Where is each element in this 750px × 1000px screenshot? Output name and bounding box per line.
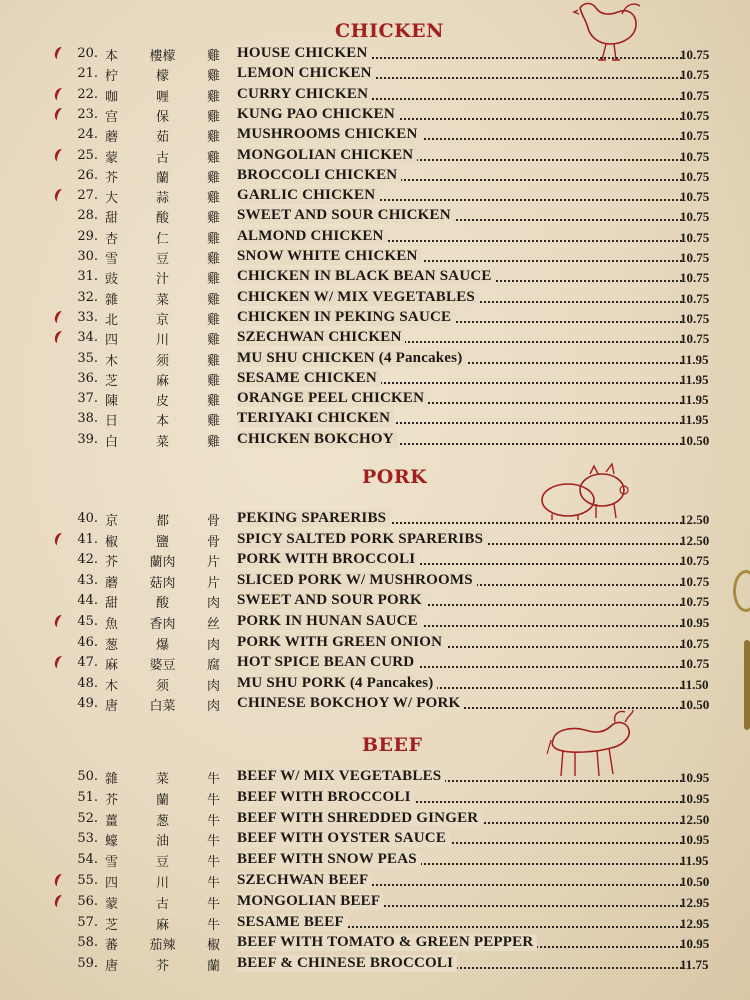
menu-item-row: [0, 146, 750, 166]
chinese-char-group: 雞: [207, 292, 221, 308]
menu-item-row: [0, 850, 750, 870]
chinese-char-group: 牛: [207, 917, 221, 933]
menu-item-row: [0, 64, 750, 84]
chinese-char-group: 蒙: [105, 896, 119, 912]
item-price: 10.75: [680, 67, 710, 83]
chinese-char-group: 菜: [155, 434, 169, 450]
binder-rod: [744, 640, 750, 730]
menu-item-row: [0, 892, 750, 912]
chinese-char-group: 骨: [207, 514, 221, 529]
menu-item-row: [0, 788, 750, 808]
chinese-char-group: 陳: [105, 394, 119, 410]
item-price: 10.95: [680, 615, 710, 630]
chinese-char-group: 肉: [207, 596, 221, 612]
chinese-char-group: 酸: [155, 211, 169, 227]
chinese-char-group: 雜: [105, 292, 119, 308]
item-number: 25.: [77, 147, 98, 163]
item-number: 37.: [77, 391, 98, 407]
item-english-name: PEKING SPARERIBS: [237, 510, 390, 527]
chinese-char-group: 柠: [105, 69, 119, 85]
menu-item-row: [0, 125, 750, 145]
chinese-char-group: 雞: [207, 272, 221, 288]
chinese-char-group: 大: [105, 191, 119, 207]
item-number: 52.: [77, 810, 98, 826]
chinese-char-group: 芥: [105, 555, 119, 571]
chinese-char-group: 豆: [155, 252, 169, 267]
chinese-char-group: 雞: [207, 434, 221, 450]
chinese-char-group: 本: [155, 414, 169, 430]
item-english-name: CURRY CHICKEN: [237, 86, 372, 103]
item-english-name: PORK WITH GREEN ONION: [237, 634, 446, 651]
item-number: 33.: [77, 309, 98, 325]
item-number: 21.: [77, 66, 98, 82]
item-price: 10.75: [680, 594, 710, 610]
item-price: 12.50: [680, 532, 710, 548]
chinese-char-group: 京: [155, 312, 169, 328]
item-english-name: BROCCOLI CHICKEN: [237, 167, 401, 184]
item-number: 49.: [77, 696, 98, 712]
chinese-char-group: 甜: [105, 596, 119, 612]
item-number: 55.: [77, 873, 98, 888]
item-english-name: SWEET AND SOUR CHICKEN: [237, 207, 455, 224]
chinese-char-group: 蘭: [207, 959, 221, 975]
chinese-char-group: 木: [105, 353, 119, 369]
menu-item-row: [0, 369, 750, 389]
chinese-char-group: 片: [207, 555, 221, 571]
item-price: 10.75: [680, 189, 710, 205]
item-price: 10.75: [680, 87, 710, 103]
chinese-char-group: 牛: [207, 876, 221, 891]
chinese-char-group: 雜: [105, 772, 119, 787]
item-english-name: KUNG PAO CHICKEN: [237, 106, 399, 123]
menu-item-row: [0, 767, 750, 787]
menu-item-row: [0, 186, 750, 206]
chinese-char-group: 咖: [105, 89, 119, 105]
chinese-char-group: 北: [105, 312, 119, 328]
item-english-name: MU SHU PORK (4 Pancakes): [237, 675, 437, 692]
chinese-char-group: 都: [155, 514, 169, 529]
item-english-name: SZECHWAN CHICKEN: [237, 329, 405, 346]
chinese-char-group: 雞: [207, 130, 221, 146]
chinese-char-group: 四: [105, 333, 119, 349]
chinese-char-group: 雞: [207, 312, 221, 328]
menu-item-row: [0, 633, 750, 653]
menu-item-row: [0, 550, 750, 570]
chinese-char-group: 芝: [105, 373, 119, 389]
spicy-pepper-icon: [53, 614, 67, 630]
chinese-char-group: 雪: [105, 252, 119, 267]
chinese-char-group: 白: [105, 434, 119, 450]
chinese-char-group: 芥: [155, 959, 169, 975]
chinese-char-group: 宫: [105, 109, 119, 125]
chinese-char-group: 雞: [207, 414, 221, 430]
item-number: 53.: [77, 831, 98, 847]
item-number: 31.: [77, 269, 98, 285]
item-price: 11.95: [680, 351, 709, 367]
chinese-char-group: 雞: [207, 211, 221, 227]
chinese-char-group: 川: [155, 333, 169, 349]
chinese-char-group: 木: [105, 678, 119, 694]
chinese-char-group: 汁: [155, 272, 169, 288]
item-english-name: BEEF WITH BROCCOLI: [237, 789, 415, 806]
spicy-pepper-icon: [53, 655, 67, 671]
item-price: 10.75: [680, 331, 710, 347]
item-number: 36.: [77, 370, 98, 386]
chinese-char-group: 蒜: [155, 191, 169, 207]
chinese-char-group: 雞: [207, 69, 221, 85]
item-english-name: HOUSE CHICKEN: [237, 45, 372, 62]
chinese-char-group: 丝: [207, 617, 221, 632]
item-price: 11.95: [680, 853, 709, 869]
chinese-char-group: 麻: [105, 658, 119, 674]
chinese-char-group: 牛: [207, 772, 221, 787]
menu-item-row: [0, 913, 750, 933]
item-english-name: SNOW WHITE CHICKEN: [237, 248, 422, 265]
chinese-char-group: 蘭: [155, 170, 169, 186]
spicy-pepper-icon: [53, 893, 67, 909]
menu-item-row: [0, 530, 750, 550]
spicy-pepper-icon: [53, 188, 67, 204]
chinese-char-group: 牛: [207, 896, 221, 912]
item-english-name: CHINESE BOKCHOY W/ PORK: [237, 695, 464, 712]
item-english-name: CHICKEN W/ MIX VEGETABLES: [237, 289, 479, 306]
chinese-char-group: 四: [105, 876, 119, 891]
item-english-name: BEEF W/ MIX VEGETABLES: [237, 768, 445, 785]
item-number: 58.: [77, 935, 98, 951]
chinese-char-group: 牛: [207, 834, 221, 850]
chinese-char-group: 檬: [155, 69, 169, 85]
item-number: 45.: [77, 614, 98, 629]
menu-item-row: [0, 591, 750, 611]
item-english-name: PORK IN HUNAN SAUCE: [237, 613, 422, 630]
item-price: 10.95: [680, 790, 710, 806]
menu-item-row: [0, 247, 750, 267]
chinese-char-group: 雞: [207, 333, 221, 349]
item-price: 10.75: [680, 553, 710, 569]
chinese-char-group: 牛: [207, 855, 221, 871]
chinese-char-group: 薑: [105, 813, 119, 829]
chinese-char-group: 保: [155, 109, 169, 125]
item-english-name: SESAME CHICKEN: [237, 370, 381, 387]
chinese-char-group: 牛: [207, 792, 221, 808]
chinese-char-group: 雞: [207, 109, 221, 125]
menu-item-row: [0, 349, 750, 369]
menu-item-row: [0, 571, 750, 591]
chinese-char-group: 酸: [155, 596, 169, 612]
item-number: 39.: [77, 431, 98, 447]
chinese-char-group: 雞: [207, 150, 221, 166]
section-title-chicken: CHICKEN: [335, 20, 444, 42]
item-number: 40.: [77, 511, 98, 526]
item-english-name: MUSHROOMS CHICKEN: [237, 126, 422, 143]
item-price: 10.50: [680, 697, 710, 713]
item-price: 10.75: [680, 148, 710, 164]
item-number: 50.: [77, 769, 98, 784]
item-price: 10.50: [680, 432, 710, 448]
item-english-name: CHICKEN IN BLACK BEAN SAUCE: [237, 268, 496, 285]
item-english-name: SLICED PORK W/ MUSHROOMS: [237, 572, 477, 589]
item-price: 10.75: [680, 573, 710, 589]
chinese-char-group: 牛: [207, 813, 221, 829]
chinese-char-group: 豆: [155, 855, 169, 871]
chinese-char-group: 本: [105, 49, 119, 64]
chinese-char-group: 蕃: [105, 938, 119, 954]
item-english-name: SZECHWAN BEEF: [237, 872, 372, 889]
menu-item-row: [0, 933, 750, 953]
item-english-name: GARLIC CHICKEN: [237, 187, 379, 204]
chinese-char-group: 蒙: [105, 150, 119, 166]
item-english-name: HOT SPICE BEAN CURD: [237, 654, 418, 671]
item-number: 57.: [77, 914, 98, 930]
chinese-char-group: 甜: [105, 211, 119, 227]
item-number: 26.: [77, 167, 98, 183]
chinese-char-group: 古: [155, 150, 169, 166]
menu-item-row: [0, 206, 750, 226]
item-number: 24.: [77, 127, 98, 143]
item-number: 27.: [77, 188, 98, 204]
chinese-char-group: 葱: [105, 637, 119, 653]
chinese-char-group: 骨: [207, 534, 221, 550]
menu-item-row: [0, 694, 750, 714]
item-price: 10.75: [680, 656, 710, 672]
item-price: 10.95: [680, 832, 710, 848]
menu-item-row: [0, 954, 750, 974]
chinese-char-group: 蠔: [105, 834, 119, 850]
item-number: 44.: [77, 593, 98, 609]
item-english-name: SWEET AND SOUR PORK: [237, 592, 426, 609]
chinese-char-group: 菜: [155, 772, 169, 787]
item-number: 29.: [77, 228, 98, 244]
chinese-char-group: 芝: [105, 917, 119, 933]
item-number: 42.: [77, 552, 98, 568]
spicy-pepper-icon: [53, 147, 67, 163]
item-number: 41.: [77, 531, 98, 547]
chinese-char-group: 雞: [207, 191, 221, 207]
item-number: 46.: [77, 634, 98, 650]
chinese-char-group: 菜: [155, 292, 169, 308]
chinese-char-group: 杏: [105, 231, 119, 247]
chinese-char-group: 片: [207, 575, 221, 591]
item-english-name: BEEF WITH SHREDDED GINGER: [237, 810, 482, 827]
item-price: 10.95: [680, 936, 710, 952]
chinese-char-group: 雞: [207, 353, 221, 369]
chinese-char-group: 蘑: [105, 130, 119, 146]
chinese-char-group: 芥: [105, 170, 119, 186]
chinese-char-group: 喱: [155, 89, 169, 105]
item-english-name: SPICY SALTED PORK SPARERIBS: [237, 531, 487, 548]
item-number: 23.: [77, 106, 98, 122]
chinese-char-group: 鹽: [155, 534, 169, 550]
menu-item-row: [0, 105, 750, 125]
item-number: 54.: [77, 852, 98, 868]
item-number: 30.: [77, 249, 98, 264]
item-number: 34.: [77, 330, 98, 346]
item-number: 43.: [77, 572, 98, 588]
chinese-char-group: 雞: [207, 170, 221, 186]
menu-item-row: [0, 44, 750, 64]
chinese-char-group: 蘭: [155, 792, 169, 808]
item-english-name: SESAME BEEF: [237, 914, 348, 931]
chinese-char-group: 油: [155, 834, 169, 850]
item-number: 20.: [77, 46, 98, 61]
menu-item-row: [0, 288, 750, 308]
item-price: 10.50: [680, 874, 710, 889]
item-price: 11.95: [680, 412, 709, 428]
chinese-char-group: 婆豆: [149, 658, 176, 674]
chinese-char-group: 蘭肉: [149, 555, 176, 571]
spicy-pepper-icon: [53, 873, 67, 889]
spicy-pepper-icon: [53, 46, 67, 62]
item-number: 35.: [77, 350, 98, 366]
chinese-char-group: 菇肉: [149, 575, 176, 591]
item-english-name: CHICKEN IN PEKING SAUCE: [237, 309, 455, 326]
chinese-char-group: 唐: [105, 959, 119, 975]
chinese-char-group: 茄辣: [149, 938, 176, 954]
item-english-name: ORANGE PEEL CHICKEN: [237, 390, 428, 407]
section-title-pork: PORK: [362, 466, 428, 488]
item-price: 11.50: [680, 676, 709, 692]
chinese-char-group: 雞: [207, 49, 221, 64]
item-english-name: PORK WITH BROCCOLI: [237, 551, 419, 568]
chinese-char-group: 须: [155, 353, 169, 369]
chinese-char-group: 雞: [207, 394, 221, 410]
menu-item-row: [0, 267, 750, 287]
chinese-char-group: 椒: [207, 938, 221, 954]
item-price: 10.75: [680, 107, 710, 123]
chinese-char-group: 魚: [105, 617, 119, 632]
menu-item-row: [0, 85, 750, 105]
menu-item-row: [0, 389, 750, 409]
chinese-char-group: 皮: [155, 394, 169, 410]
item-price: 10.75: [680, 128, 710, 144]
item-number: 22.: [77, 86, 98, 102]
chinese-char-group: 椒: [105, 534, 119, 550]
item-english-name: BEEF WITH TOMATO & GREEN PEPPER: [237, 934, 537, 951]
chinese-char-group: 肉: [207, 699, 221, 715]
chinese-char-group: 蘑: [105, 575, 119, 591]
item-number: 28.: [77, 208, 98, 224]
item-price: 12.95: [680, 894, 710, 910]
section-title-beef: BEEF: [362, 734, 423, 756]
chinese-char-group: 川: [155, 876, 169, 891]
menu-item-row: [0, 612, 750, 632]
menu-item-row: [0, 809, 750, 829]
item-number: 56.: [77, 893, 98, 909]
chinese-char-group: 腐: [207, 658, 221, 674]
chinese-char-group: 茹: [155, 130, 169, 146]
chinese-char-group: 须: [155, 678, 169, 694]
item-price: 10.75: [680, 168, 710, 184]
item-price: 10.75: [680, 635, 710, 651]
item-price: 10.75: [680, 47, 710, 62]
chinese-char-group: 雞: [207, 252, 221, 267]
spicy-pepper-icon: [53, 309, 67, 325]
spicy-pepper-icon: [53, 531, 67, 547]
chinese-char-group: 雪: [105, 855, 119, 871]
chinese-char-group: 樓檬: [149, 49, 176, 64]
menu-item-row: [0, 227, 750, 247]
item-price: 10.75: [680, 250, 710, 265]
menu-item-row: [0, 308, 750, 328]
item-price: 12.50: [680, 811, 710, 827]
item-price: 11.95: [680, 371, 709, 387]
menu-item-row: [0, 166, 750, 186]
item-english-name: BEEF WITH OYSTER SAUCE: [237, 830, 450, 847]
spicy-pepper-icon: [53, 86, 67, 102]
item-english-name: BEEF WITH SNOW PEAS: [237, 851, 421, 868]
item-price: 11.95: [680, 392, 709, 408]
chinese-char-group: 白菜: [149, 699, 176, 715]
chinese-char-group: 芥: [105, 792, 119, 808]
menu-item-row: [0, 430, 750, 450]
chinese-char-group: 爆: [155, 637, 169, 653]
menu-item-row: [0, 509, 750, 529]
item-price: 12.95: [680, 915, 710, 931]
chinese-char-group: 雞: [207, 373, 221, 389]
chinese-char-group: 葱: [155, 813, 169, 829]
menu-item-row: [0, 829, 750, 849]
chinese-char-group: 麻: [155, 917, 169, 933]
chinese-char-group: 雞: [207, 89, 221, 105]
item-english-name: MONGOLIAN CHICKEN: [237, 147, 417, 164]
item-english-name: BEEF & CHINESE BROCCOLI: [237, 955, 457, 972]
chinese-char-group: 京: [105, 514, 119, 529]
chinese-char-group: 麻: [155, 373, 169, 389]
menu-item-row: [0, 674, 750, 694]
item-price: 10.75: [680, 270, 710, 286]
item-price: 10.75: [680, 209, 710, 225]
spicy-pepper-icon: [53, 330, 67, 346]
item-number: 38.: [77, 411, 98, 427]
chinese-char-group: 日: [105, 414, 119, 430]
chinese-char-group: 肉: [207, 637, 221, 653]
chinese-char-group: 唐: [105, 699, 119, 715]
chinese-char-group: 豉: [105, 272, 119, 288]
item-price: 10.95: [680, 770, 710, 785]
item-english-name: TERIYAKI CHICKEN: [237, 410, 394, 427]
chinese-char-group: 古: [155, 896, 169, 912]
menu-item-row: [0, 409, 750, 429]
item-english-name: CHICKEN BOKCHOY: [237, 431, 398, 448]
item-number: 59.: [77, 956, 98, 972]
chinese-char-group: 香肉: [149, 617, 176, 632]
item-number: 48.: [77, 675, 98, 691]
item-price: 10.75: [680, 290, 710, 306]
chinese-char-group: 雞: [207, 231, 221, 247]
item-english-name: MONGOLIAN BEEF: [237, 893, 384, 910]
item-english-name: LEMON CHICKEN: [237, 65, 376, 82]
item-number: 51.: [77, 789, 98, 805]
spicy-pepper-icon: [53, 106, 67, 122]
item-english-name: MU SHU CHICKEN (4 Pancakes): [237, 350, 466, 367]
item-number: 47.: [77, 655, 98, 671]
item-price: 11.75: [680, 957, 709, 973]
item-price: 12.50: [680, 512, 710, 527]
chinese-char-group: 肉: [207, 678, 221, 694]
menu-item-row: [0, 871, 750, 891]
item-number: 32.: [77, 289, 98, 305]
item-price: 10.75: [680, 229, 710, 245]
item-english-name: ALMOND CHICKEN: [237, 228, 388, 245]
menu-item-row: [0, 328, 750, 348]
chinese-char-group: 仁: [155, 231, 169, 247]
item-price: 10.75: [680, 310, 710, 326]
menu-item-row: [0, 653, 750, 673]
